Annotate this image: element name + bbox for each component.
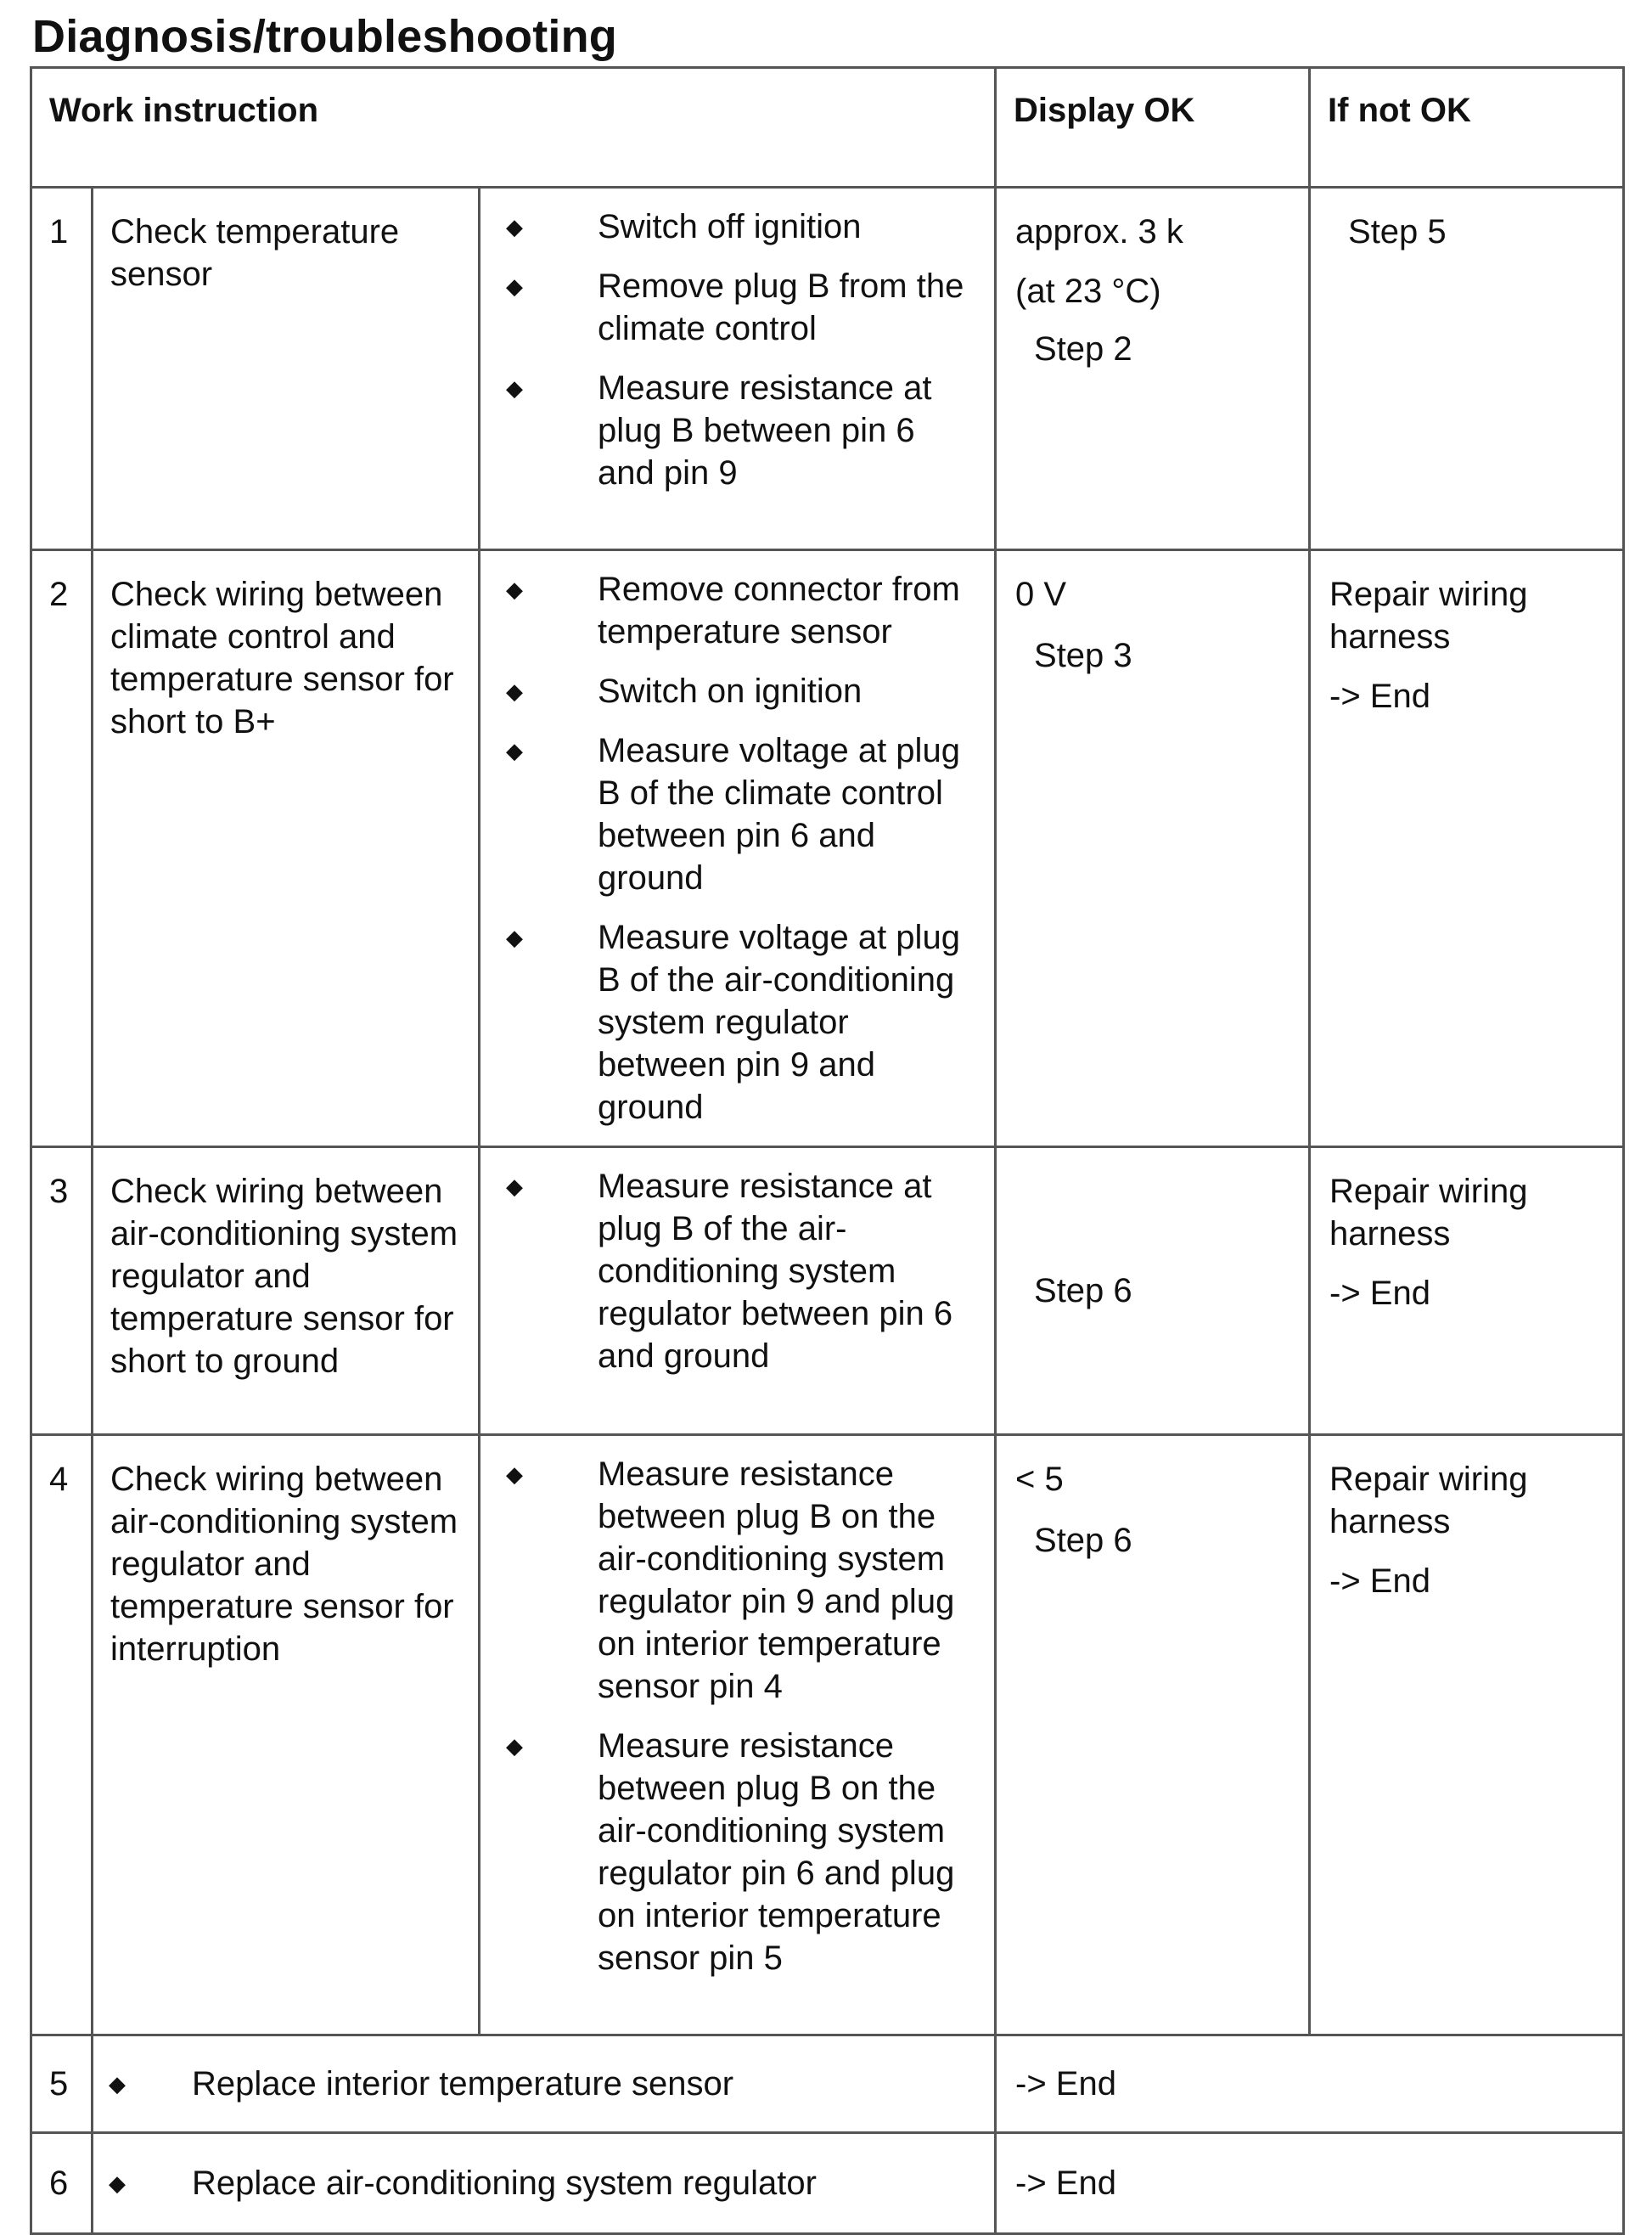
step-number: 1 <box>31 188 93 550</box>
instruction-item: ◆ Measure resistance at plug B between pin 6 and pin 9 <box>499 367 981 494</box>
diagnosis-table <box>30 66 1625 2235</box>
table-row <box>31 188 1624 550</box>
step-number: 4 <box>31 1435 93 2035</box>
step-action <box>93 2133 996 2234</box>
display-ok-cell <box>996 1147 1310 1435</box>
result-end: -> End <box>1015 2065 1116 2103</box>
instruction-item: ◆ Measure resistance at plug B of the air-conditioning system regulator between pin 6 and ground <box>499 1165 981 1377</box>
step-number: 5 <box>31 2035 93 2133</box>
step-task: Check wiring between air-conditioning system regulator and temperature sensor for interruption <box>93 1435 480 2035</box>
header-display-ok: Display OK <box>996 68 1310 188</box>
bullet-diamond-icon: ◆ <box>109 2071 126 2097</box>
instruction-item: ◆ Measure resistance between plug B on the air-conditioning system regulator pin 9 and plug on interior temperature sensor pin 4 <box>499 1453 981 1708</box>
step-instructions <box>480 550 996 1147</box>
step-number: 6 <box>31 2133 93 2234</box>
action-text: Replace interior temperature sensor <box>192 2065 734 2103</box>
not-ok-action: Repair wiring harness <box>1329 576 1528 656</box>
header-work-instruction: Work instruction <box>31 68 996 188</box>
instruction-item: ◆ Remove plug B from the climate control <box>499 265 981 350</box>
not-ok-end: -> End <box>1329 1562 1430 1600</box>
table-row <box>31 550 1624 1147</box>
table-row <box>31 1147 1624 1435</box>
result-cell <box>996 2035 1624 2133</box>
instruction-item: ◆ Switch on ignition <box>499 670 981 712</box>
bullet-diamond-icon: ◆ <box>506 1174 523 1199</box>
instruction-item: ◆ Remove connector from temperature sensor <box>499 568 981 653</box>
bullet-diamond-icon: ◆ <box>506 1461 523 1487</box>
display-ok-cell <box>996 550 1310 1147</box>
step-number: 3 <box>31 1147 93 1435</box>
instruction-item: ◆ Measure resistance between plug B on the air-conditioning system regulator pin 6 and plug on interior temperature sensor pin 5 <box>499 1725 981 1979</box>
step-instructions <box>480 1435 996 2035</box>
header-if-not-ok: If not OK <box>1310 68 1624 188</box>
display-value: < 5 <box>1015 1461 1064 1498</box>
display-condition: (at 23 °C) <box>1015 273 1161 310</box>
next-step: Step 2 <box>1034 330 1132 368</box>
display-ok-cell <box>996 1435 1310 2035</box>
result-end: -> End <box>1015 2165 1116 2202</box>
instruction-item: ◆ Measure voltage at plug B of the climate control between pin 6 and ground <box>499 729 981 899</box>
next-step: Step 6 <box>1034 1272 1132 1309</box>
step-instructions <box>480 1147 996 1435</box>
step-instructions <box>480 188 996 550</box>
next-step: Step 6 <box>1034 1522 1132 1559</box>
instruction-item: ◆ Switch off ignition <box>499 205 981 248</box>
display-value: 0 V <box>1015 576 1067 613</box>
not-ok-end: -> End <box>1329 1275 1430 1312</box>
not-ok-action: Repair wiring harness <box>1329 1173 1528 1253</box>
page-title: Diagnosis/troubleshooting <box>32 11 617 62</box>
instruction-item: ◆ Measure voltage at plug B of the air-conditioning system regulator between pin 9 and ground <box>499 916 981 1129</box>
not-ok-action: Repair wiring harness <box>1329 1461 1528 1540</box>
bullet-diamond-icon: ◆ <box>506 738 523 763</box>
display-value: approx. 3 k <box>1015 213 1183 251</box>
table-row <box>31 2133 1624 2234</box>
bullet-diamond-icon: ◆ <box>506 375 523 401</box>
not-ok-cell <box>1310 188 1624 550</box>
next-step: Step 3 <box>1034 637 1132 674</box>
step-task: Check wiring between air-conditioning system regulator and temperature sensor for short to ground <box>93 1147 480 1435</box>
action-text: Replace air-conditioning system regulator <box>192 2165 817 2202</box>
bullet-diamond-icon: ◆ <box>506 214 523 239</box>
bullet-diamond-icon: ◆ <box>506 678 523 704</box>
not-ok-end: -> End <box>1329 678 1430 715</box>
result-cell <box>996 2133 1624 2234</box>
step-action <box>93 2035 996 2133</box>
bullet-diamond-icon: ◆ <box>506 577 523 602</box>
not-ok-step: Step 5 <box>1348 213 1447 251</box>
step-task: Check temperature sensor <box>93 188 480 550</box>
bullet-diamond-icon: ◆ <box>506 925 523 950</box>
table-row <box>31 2035 1624 2133</box>
table-header-row <box>31 68 1624 188</box>
display-ok-cell <box>996 188 1310 550</box>
table-row <box>31 1435 1624 2035</box>
not-ok-cell <box>1310 550 1624 1147</box>
not-ok-cell <box>1310 1435 1624 2035</box>
step-number: 2 <box>31 550 93 1147</box>
bullet-diamond-icon: ◆ <box>506 1733 523 1759</box>
bullet-diamond-icon: ◆ <box>109 2170 126 2196</box>
bullet-diamond-icon: ◆ <box>506 273 523 299</box>
not-ok-cell <box>1310 1147 1624 1435</box>
step-task: Check wiring between climate control and temperature sensor for short to B+ <box>93 550 480 1147</box>
